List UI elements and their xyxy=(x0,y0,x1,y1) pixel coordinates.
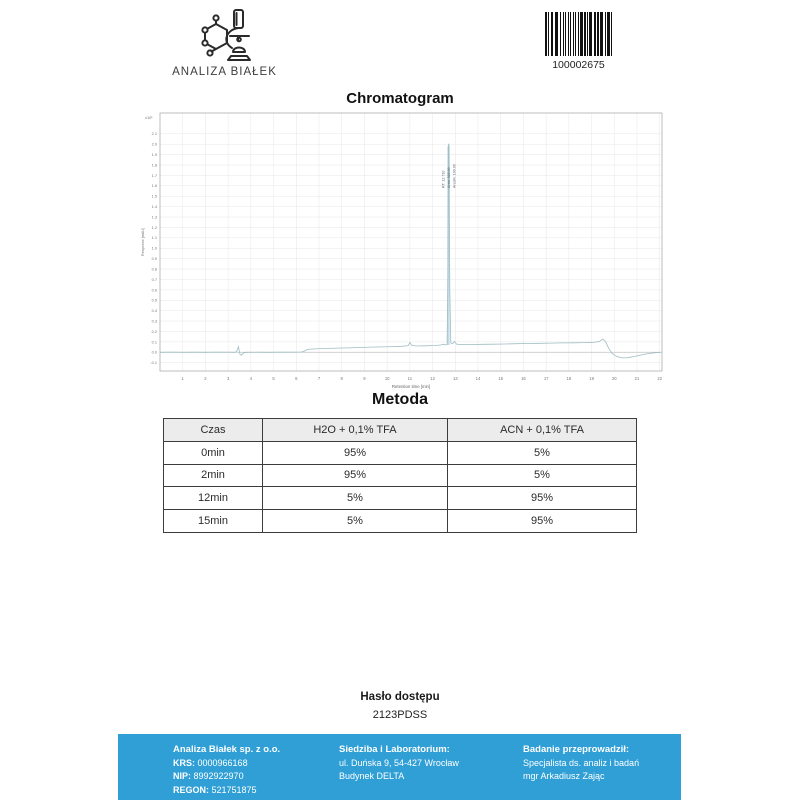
x-tick-label: 11 xyxy=(407,376,413,381)
footer xyxy=(118,734,681,800)
y-tick-label: 0.8 xyxy=(151,266,157,272)
table-cell: 5% xyxy=(448,441,637,464)
x-tick-label: 16 xyxy=(521,376,526,381)
x-tick-label: 4 xyxy=(249,376,253,381)
table-row xyxy=(164,441,637,464)
x-tick-label: 22 xyxy=(657,376,663,381)
y-tick-label: 0.7 xyxy=(151,276,157,282)
chromatogram-chart xyxy=(140,106,700,396)
footer-company-name: Analiza Białek sp. z o.o. xyxy=(173,744,281,755)
table-cell: 2min xyxy=(164,464,263,487)
table-header-cell: Czas xyxy=(164,419,263,442)
footer-address-column xyxy=(339,743,459,784)
y-tick-label: 0.3 xyxy=(151,318,157,324)
nip-label: NIP: xyxy=(173,771,191,781)
chromatogram-svg xyxy=(140,106,700,396)
table-cell: 0min xyxy=(164,441,263,464)
footer-examiner-line: Specjalista ds. analiz i badań xyxy=(523,757,640,768)
barcode-bar xyxy=(575,12,576,56)
x-tick-label: 6 xyxy=(295,376,298,381)
x-axis-title: Retention time [min] xyxy=(391,384,431,389)
y-tick-label: 1.7 xyxy=(151,172,157,178)
footer-company-nip xyxy=(173,770,280,784)
table-cell: 12min xyxy=(164,487,263,510)
barcode-bar xyxy=(555,12,558,56)
access-password-block xyxy=(0,691,800,721)
y-tick-label: -0.1 xyxy=(150,360,157,366)
footer-examiner-title: Badanie przeprowadził: xyxy=(523,744,630,755)
x-tick-label: 3 xyxy=(226,376,230,381)
table-header-row xyxy=(164,419,637,442)
barcode-bar xyxy=(607,12,610,56)
x-tick-label: 2 xyxy=(204,376,207,381)
x-tick-label: 10 xyxy=(384,376,390,381)
method-table xyxy=(163,418,637,533)
table-cell: 95% xyxy=(263,464,448,487)
footer-company-krs xyxy=(173,757,280,771)
footer-company-regon xyxy=(173,784,280,798)
regon-label: REGON: xyxy=(173,784,209,795)
x-tick-label: 20 xyxy=(611,376,617,381)
peak-annotation: Area: 588.66 xyxy=(446,167,451,188)
footer-address-line: ul. Duńska 9, 54-427 Wrocław xyxy=(339,757,459,768)
barcode-bar xyxy=(570,12,571,56)
barcode-bar xyxy=(587,12,588,56)
x-tick-label: 18 xyxy=(566,376,572,381)
x-tick-label: 1 xyxy=(181,376,184,381)
logo-text: ANALIZA BIAŁEK xyxy=(172,66,277,78)
y-tick-label: 0.5 xyxy=(151,297,157,303)
barcode-bar xyxy=(584,12,586,56)
barcode-bar xyxy=(597,12,599,56)
barcode-bars xyxy=(531,12,626,56)
peak-annotation: Area%: 100.00 xyxy=(452,164,457,188)
x-tick-label: 5 xyxy=(272,376,275,381)
y-tick-label: 0.4 xyxy=(151,308,157,314)
access-password-label: Hasło dostępu xyxy=(360,691,440,703)
x-tick-label: 9 xyxy=(363,376,366,381)
barcode-bar xyxy=(560,12,561,56)
footer-address-line: Budynek DELTA xyxy=(339,771,405,781)
x-tick-label: 17 xyxy=(543,376,549,381)
chromatogram-title: Chromatogram xyxy=(346,90,454,107)
footer-address-title: Siedziba i Laboratorium: xyxy=(339,744,450,755)
table-header-cell: ACN + 0,1% TFA xyxy=(448,419,637,442)
footer-examiner-column xyxy=(523,743,639,784)
table-cell: 5% xyxy=(263,487,448,510)
barcode-bar xyxy=(600,12,603,56)
y-tick-label: 0.1 xyxy=(151,339,157,345)
y-tick-label: 1.4 xyxy=(151,204,157,210)
x-tick-label: 13 xyxy=(452,376,458,381)
x-tick-label: 14 xyxy=(475,376,481,381)
table-cell: 95% xyxy=(263,441,448,464)
barcode xyxy=(531,12,626,71)
x-tick-label: 7 xyxy=(317,376,321,381)
barcode-bar xyxy=(611,12,612,56)
y-tick-label: 1.8 xyxy=(151,162,157,168)
barcode-bar xyxy=(605,12,606,56)
footer-examiner-line: mgr Arkadiusz Zając xyxy=(523,771,605,781)
y-tick-label: 0.6 xyxy=(151,287,157,293)
y-tick-label: 1.5 xyxy=(151,193,157,199)
y-tick-label: 0.0 xyxy=(151,349,157,355)
table-cell: 95% xyxy=(448,510,637,533)
barcode-bar xyxy=(551,12,553,56)
table-cell: 5% xyxy=(448,464,637,487)
y-scale-label: x10¹ xyxy=(145,115,153,120)
company-logo xyxy=(162,6,287,78)
barcode-bar xyxy=(565,12,566,56)
table-row xyxy=(164,510,637,533)
barcode-value: 100002675 xyxy=(552,59,605,71)
x-tick-label: 15 xyxy=(498,376,504,381)
nip-value: 8992922970 xyxy=(193,771,244,781)
y-tick-label: 1.2 xyxy=(151,224,157,230)
y-tick-label: 1.1 xyxy=(151,235,157,241)
y-tick-label: 0.2 xyxy=(151,328,157,334)
y-tick-label: 2.1 xyxy=(151,131,157,137)
regon-value: 521751875 xyxy=(211,784,257,795)
y-tick-label: 1.0 xyxy=(151,245,157,251)
table-cell: 5% xyxy=(263,510,448,533)
table-cell: 15min xyxy=(164,510,263,533)
x-tick-label: 8 xyxy=(340,376,343,381)
y-tick-label: 1.6 xyxy=(151,183,157,189)
krs-value: 0000966168 xyxy=(197,757,248,768)
table-cell: 95% xyxy=(448,487,637,510)
x-tick-label: 19 xyxy=(589,376,594,381)
barcode-bar xyxy=(548,12,549,56)
y-tick-label: 1.3 xyxy=(151,214,157,220)
krs-label: KRS: xyxy=(173,757,195,768)
table-header-cell: H2O + 0,1% TFA xyxy=(263,419,448,442)
table-row xyxy=(164,487,637,510)
y-tick-label: 2.0 xyxy=(151,141,157,147)
barcode-bar xyxy=(573,12,574,56)
barcode-bar xyxy=(580,12,583,56)
barcode-bar xyxy=(589,12,592,56)
microscope-molecule-icon xyxy=(192,6,258,64)
y-tick-label: 0.9 xyxy=(151,256,157,262)
table-row xyxy=(164,464,637,487)
y-axis-title: Response [mAU] xyxy=(141,228,145,256)
y-tick-label: 1.9 xyxy=(151,152,157,158)
barcode-bar xyxy=(563,12,564,56)
plot-frame xyxy=(160,113,662,371)
barcode-bar xyxy=(545,12,547,56)
metoda-title: Metoda xyxy=(372,391,428,408)
access-password-value: 2123PDSS xyxy=(372,709,428,721)
footer-company-column xyxy=(173,743,280,797)
peak-annotation: RT: 12.710 xyxy=(441,170,446,188)
barcode-bar xyxy=(578,12,579,56)
barcode-bar xyxy=(568,12,569,56)
barcode-bar xyxy=(594,12,596,56)
signal-trace xyxy=(160,144,661,358)
x-tick-label: 21 xyxy=(634,376,640,381)
x-tick-label: 12 xyxy=(430,376,435,381)
